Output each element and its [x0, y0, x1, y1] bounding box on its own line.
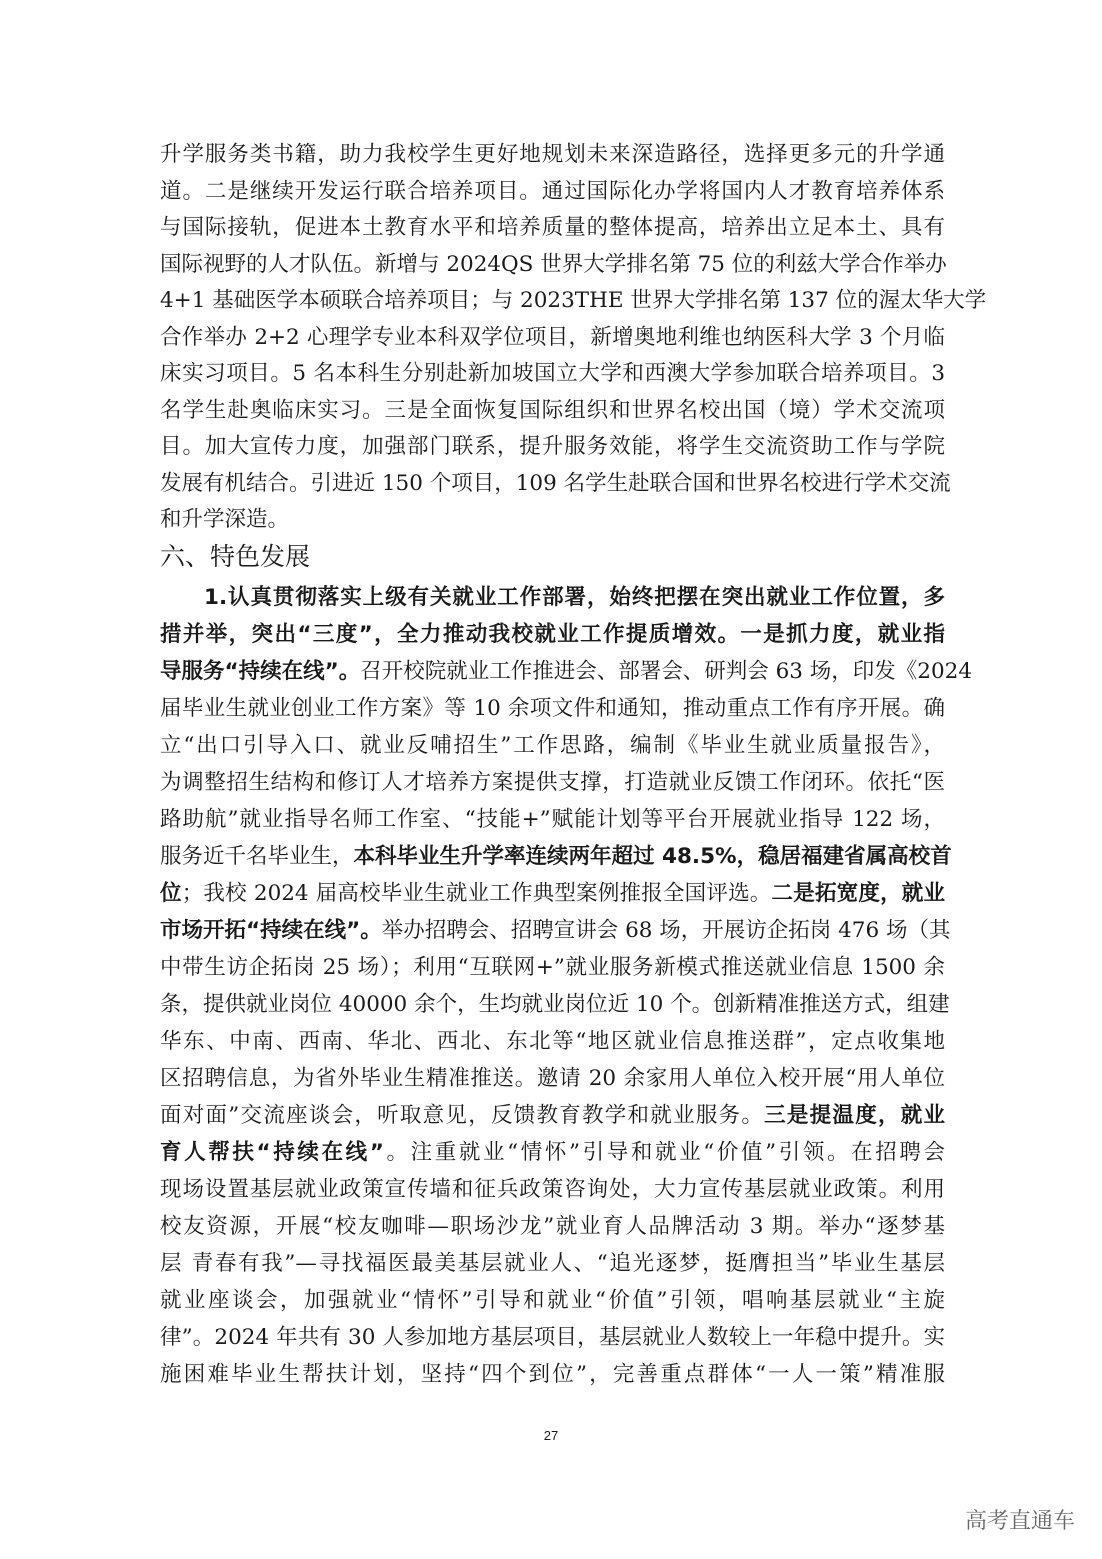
text-line — [160, 250, 945, 280]
text: 举办招聘会、招聘宣讲会 68 场，开展访企拓岗 476 场（其 — [381, 918, 951, 943]
text: 。注重就业“情怀”引导和就业“价值”引领。在招聘会 — [383, 1140, 946, 1165]
text-line — [160, 469, 951, 499]
text-line — [160, 1138, 945, 1168]
text-line — [160, 657, 973, 687]
text-line — [160, 1027, 945, 1057]
text-line — [160, 768, 945, 798]
text-line — [204, 583, 945, 613]
text: 道。二是继续开发运行联合培养项目。通过国际化办学将国内人才教育培养体系 — [160, 178, 945, 204]
text: 召开校院就业工作推进会、部署会、研判会 63 场，印发《2024 — [360, 659, 973, 684]
text-line — [160, 842, 952, 872]
text: 施困难毕业生帮扶计划，坚持“四个到位”，完善重点群体“一人一策”精准服 — [160, 1362, 945, 1387]
page-number: 27 — [543, 1428, 559, 1443]
text-line — [160, 1212, 945, 1242]
text-line — [160, 286, 987, 316]
text-line — [160, 213, 945, 243]
section-heading: 六、特色发展 — [160, 542, 311, 571]
text-line — [160, 694, 945, 724]
text-line — [160, 323, 945, 353]
text-line — [160, 916, 951, 946]
text: 与国际接轨，促进本土教育水平和培养质量的整体提高，培养出立足本土、具有 — [160, 215, 945, 240]
bold-text: 育人帮扶“持续在线” — [160, 1140, 384, 1165]
text: 发展有机结合。引进近 150 个项目，109 名学生赴联合国和世界名校进行学术交流 — [160, 470, 951, 496]
text-line — [160, 140, 945, 170]
text: 区招聘信息，为省外毕业生精准推送。邀请 20 余家用人单位入校开展“用人单位 — [160, 1066, 945, 1091]
text-line — [160, 432, 945, 462]
text: 4+1 基础医学本硕联合培养项目；与 2023THE 世界大学排名第 137 位的渥太华大学 — [160, 288, 987, 313]
text: 就业座谈会，加强就业“情怀”引导和就业“价值”引领，唱响基层就业“主旋 — [160, 1288, 945, 1313]
text: 校友资源，开展“校友咖啡—职场沙龙”就业育人品牌活动 3 期。举办“逐梦基 — [160, 1214, 945, 1239]
text: 律”。2024 年共有 30 人参加地方基层项目，基层就业人数较上一年稳中提升。实 — [160, 1325, 945, 1350]
text: 路助航”就业指导名师工作室、“技能+”赋能计划等平台开展就业指导 122 场， — [160, 807, 945, 832]
text: 国际视野的人才队伍。新增与 2024QS 世界大学排名第 75 位的利兹大学合作举办 — [160, 251, 947, 277]
bold-text: 二是拓宽度，就业 — [771, 881, 945, 906]
text: 现场设置基层就业政策宣传墙和征兵政策咨询处，大力宣传基层就业政策。利用 — [160, 1177, 945, 1202]
text-line — [160, 620, 945, 650]
text-line — [160, 879, 945, 909]
bold-text: 本科毕业生升学率连续两年超过 48.5%，稳居福建省属高校首 — [353, 844, 952, 869]
text-line — [160, 731, 945, 761]
text: 服务近千名毕业生， — [160, 844, 354, 869]
text: 华东、中南、西南、华北、西北、东北等“地区就业信息推送群”，定点收集地 — [160, 1029, 945, 1054]
text: 升学服务类书籍，助力我校学生更好地规划未来深造路径，选择更多元的升学通 — [160, 142, 945, 167]
bold-text: 1.认真贯彻落实上级有关就业工作部署，始终把摆在突出就业工作位置，多 — [204, 585, 945, 610]
text-line — [160, 1101, 945, 1131]
text-line — [160, 1249, 945, 1279]
text-line — [160, 805, 945, 835]
text: 面对面”交流座谈会，听取意见，反馈教育教学和就业服务。 — [160, 1103, 765, 1128]
text: 目。加大宣传力度，加强部门联系，提升服务效能，将学生交流资助工作与学院 — [160, 434, 945, 459]
text: 立“出口引导入口、就业反哺招生”工作思路，编制《毕业生就业质量报告》， — [160, 733, 945, 758]
text: 床实习项目。5 名本科生分别赴新加坡国立大学和西澳大学参加联合培养项目。3 — [160, 361, 945, 386]
text: ；我校 2024 届高校毕业生就业工作典型案例推报全国评选。 — [181, 881, 772, 906]
text: 届毕业生就业创业工作方案》等 10 余项文件和通知，推动重点工作有序开展。确 — [160, 696, 945, 721]
text-line — [160, 396, 945, 426]
text: 和升学深造。 — [160, 507, 290, 532]
text: 中带生访企拓岗 25 场）；利用“互联网+”就业服务新模式推送就业信息 1500 余 — [160, 955, 945, 980]
bold-text: 市场开拓“持续在线”。 — [160, 918, 382, 943]
text: 合作举办 2+2 心理学专业本科双学位项目，新增奥地利维也纳医科大学 3 个月临 — [160, 324, 945, 350]
text-line — [160, 359, 945, 389]
text-line — [160, 1323, 945, 1353]
text: 为调整招生结构和修订人才培养方案提供支撑，打造就业反馈工作闭环。依托“医 — [160, 770, 945, 795]
bold-text: 导服务“持续在线”。 — [160, 659, 361, 684]
text: 名学生赴奥临床实习。三是全面恢复国际组织和世界名校出国（境）学术交流项 — [160, 397, 945, 423]
bold-text: 位 — [160, 881, 182, 906]
watermark: 高考直通车 — [964, 1509, 1075, 1534]
text-line — [160, 177, 945, 207]
text-line — [160, 1175, 945, 1205]
text-line — [160, 990, 950, 1020]
text-line — [160, 505, 945, 535]
text-line — [160, 1360, 945, 1390]
text: 层 青春有我”—寻找福医最美基层就业人、“追光逐梦，挺膺担当”毕业生基层 — [160, 1251, 945, 1276]
text: 条，提供就业岗位 40000 余个，生均就业岗位近 10 个。创新精准推送方式，组建 — [160, 992, 950, 1017]
text-line — [160, 1286, 945, 1316]
text-line — [160, 953, 945, 983]
bold-text: 措并举，突出“三度”，全力推动我校就业工作提质增效。一是抓力度，就业指 — [160, 622, 945, 647]
bold-text: 三是提温度，就业 — [764, 1103, 945, 1128]
text-line — [160, 1064, 945, 1094]
